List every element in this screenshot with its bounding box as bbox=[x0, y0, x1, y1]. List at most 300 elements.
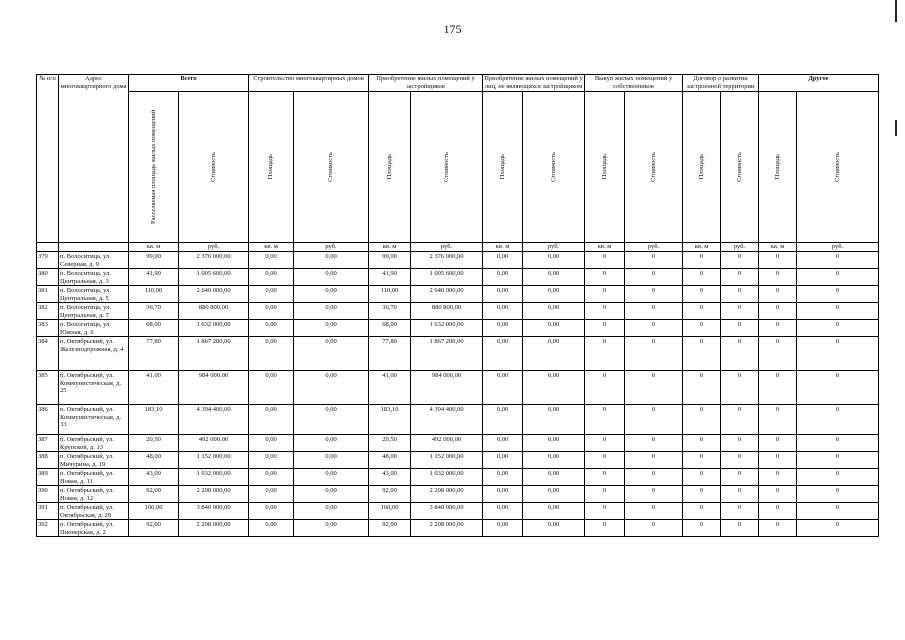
row-value: 0 bbox=[625, 520, 683, 537]
units-empty-cell bbox=[37, 243, 59, 252]
table-row bbox=[37, 269, 879, 286]
row-value: 0 bbox=[797, 337, 879, 371]
row-value: 0 bbox=[721, 405, 759, 435]
row-value: 1 152 000,00 bbox=[179, 452, 249, 469]
unit-cell: руб. bbox=[721, 243, 759, 252]
row-value: 0 bbox=[683, 469, 721, 486]
header-subcolumn bbox=[483, 92, 523, 243]
row-value: 2 208 000,00 bbox=[179, 486, 249, 503]
row-value: 48,00 bbox=[369, 452, 411, 469]
row-value: 0,00 bbox=[249, 286, 294, 303]
row-value: 0,00 bbox=[483, 252, 523, 269]
row-value: 1 005 600,00 bbox=[179, 269, 249, 286]
row-value: 0,00 bbox=[294, 486, 369, 503]
row-value: 0 bbox=[759, 435, 797, 452]
row-value: 0,00 bbox=[294, 405, 369, 435]
header-group-construction: Строительство многоквартирных домов bbox=[249, 75, 369, 92]
row-value: 0 bbox=[797, 435, 879, 452]
row-value: 0,00 bbox=[483, 435, 523, 452]
scan-edge-mark bbox=[895, 0, 897, 22]
header-group-developers: Приобретение жилых помещений у застройщиков bbox=[369, 75, 483, 92]
row-value: 0,00 bbox=[294, 303, 369, 320]
row-value: 0,00 bbox=[249, 269, 294, 286]
table-row bbox=[37, 320, 879, 337]
row-value: 0,00 bbox=[483, 337, 523, 371]
row-value: 41,90 bbox=[129, 269, 179, 286]
row-value: 0,00 bbox=[294, 286, 369, 303]
row-value: 1 867 200,00 bbox=[179, 337, 249, 371]
row-value: 0,00 bbox=[249, 405, 294, 435]
header-subcolumn bbox=[369, 92, 411, 243]
header-subcolumn-label: Площадь bbox=[600, 154, 608, 180]
row-value: 0,00 bbox=[294, 520, 369, 537]
row-value: 0 bbox=[797, 286, 879, 303]
row-value: 0,00 bbox=[483, 286, 523, 303]
row-address: п. Волоситица, ул. Северная, д. 9 bbox=[59, 252, 129, 269]
row-value: 2 208 000,00 bbox=[411, 520, 483, 537]
row-number: 379 bbox=[37, 252, 59, 269]
row-value: 2 208 000,00 bbox=[179, 520, 249, 537]
row-value: 0 bbox=[683, 303, 721, 320]
header-subcolumn bbox=[129, 92, 179, 243]
table-body bbox=[37, 252, 879, 537]
resettlement-table-container bbox=[36, 74, 878, 537]
row-value: 0 bbox=[797, 405, 879, 435]
row-value: 0 bbox=[585, 486, 625, 503]
header-subcolumn bbox=[625, 92, 683, 243]
header-group-buyout: Выкуп жилых помещений у собственников bbox=[585, 75, 683, 92]
table-row bbox=[37, 303, 879, 320]
row-value: 0,00 bbox=[483, 320, 523, 337]
unit-cell: руб. bbox=[625, 243, 683, 252]
header-subcolumn bbox=[523, 92, 585, 243]
row-value: 0,00 bbox=[249, 252, 294, 269]
row-value: 3 840 000,00 bbox=[411, 503, 483, 520]
row-value: 0 bbox=[625, 503, 683, 520]
row-value: 0 bbox=[683, 371, 721, 405]
scan-edge-mark bbox=[895, 120, 897, 136]
row-value: 0 bbox=[721, 371, 759, 405]
row-value: 0 bbox=[683, 252, 721, 269]
row-value: 0 bbox=[625, 269, 683, 286]
row-value: 41,90 bbox=[369, 269, 411, 286]
row-value: 0 bbox=[585, 320, 625, 337]
row-value: 0,00 bbox=[294, 320, 369, 337]
row-value: 0,00 bbox=[523, 405, 585, 435]
row-value: 0 bbox=[721, 503, 759, 520]
row-value: 2 640 000,00 bbox=[179, 286, 249, 303]
header-row-subcolumns bbox=[37, 92, 879, 243]
row-value: 43,00 bbox=[129, 469, 179, 486]
unit-cell: кв. м bbox=[129, 243, 179, 252]
row-number: 392 bbox=[37, 520, 59, 537]
row-value: 0 bbox=[797, 452, 879, 469]
row-value: 1 032 000,00 bbox=[411, 469, 483, 486]
row-value: 0 bbox=[759, 520, 797, 537]
row-number: 385 bbox=[37, 371, 59, 405]
row-value: 0 bbox=[721, 469, 759, 486]
row-value: 0 bbox=[721, 286, 759, 303]
row-value: 0 bbox=[625, 469, 683, 486]
row-value: 0 bbox=[721, 520, 759, 537]
header-address: Адрес многоквартирного дома bbox=[59, 75, 129, 243]
unit-cell: кв. м bbox=[369, 243, 411, 252]
row-value: 0,00 bbox=[249, 303, 294, 320]
row-value: 0 bbox=[683, 405, 721, 435]
row-number: 384 bbox=[37, 337, 59, 371]
row-value: 0,00 bbox=[249, 337, 294, 371]
row-value: 0,00 bbox=[249, 320, 294, 337]
header-subcolumn-label: Стоимость bbox=[209, 152, 217, 182]
row-value: 0 bbox=[683, 320, 721, 337]
row-number: 386 bbox=[37, 405, 59, 435]
row-value: 41,00 bbox=[369, 371, 411, 405]
header-subcolumn bbox=[249, 92, 294, 243]
row-value: 0 bbox=[625, 303, 683, 320]
table-row bbox=[37, 452, 879, 469]
row-value: 492 000,00 bbox=[179, 435, 249, 452]
row-value: 0 bbox=[585, 303, 625, 320]
row-value: 0,00 bbox=[249, 503, 294, 520]
row-value: 0 bbox=[721, 452, 759, 469]
row-value: 0,00 bbox=[483, 269, 523, 286]
row-value: 2 376 000,00 bbox=[179, 252, 249, 269]
row-value: 41,00 bbox=[129, 371, 179, 405]
header-subcolumn-label: Стоимость bbox=[549, 152, 557, 182]
row-value: 0 bbox=[683, 520, 721, 537]
unit-cell: руб. bbox=[294, 243, 369, 252]
row-value: 0 bbox=[585, 469, 625, 486]
row-value: 3 840 000,00 bbox=[179, 503, 249, 520]
row-address: п. Октябрьский, ул. Железнодорожная, д. 4 bbox=[59, 337, 129, 371]
row-value: 0 bbox=[797, 486, 879, 503]
header-subcolumn-label: Площадь bbox=[498, 154, 506, 180]
row-value: 183,10 bbox=[129, 405, 179, 435]
row-value: 0,00 bbox=[249, 452, 294, 469]
row-value: 0,00 bbox=[294, 435, 369, 452]
row-value: 0,00 bbox=[249, 520, 294, 537]
header-group-non-developers: Приобретение жилых помещений у лиц, не являющихся застройщиком bbox=[484, 75, 583, 90]
row-value: 2 640 000,00 bbox=[411, 286, 483, 303]
row-value: 0,00 bbox=[523, 252, 585, 269]
row-value: 4 394 400,00 bbox=[179, 405, 249, 435]
row-value: 0 bbox=[585, 371, 625, 405]
row-value: 0 bbox=[759, 252, 797, 269]
header-subcolumn-label: Площадь bbox=[697, 154, 705, 180]
row-value: 0,00 bbox=[483, 503, 523, 520]
row-address: п. Октябрьский, ул. Октябрьская, д. 29 bbox=[59, 503, 129, 520]
row-value: 984 000,00 bbox=[411, 371, 483, 405]
row-value: 0 bbox=[797, 320, 879, 337]
header-subcolumn bbox=[759, 92, 797, 243]
row-value: 0 bbox=[797, 520, 879, 537]
row-value: 0,00 bbox=[249, 469, 294, 486]
row-value: 0,00 bbox=[523, 486, 585, 503]
row-value: 0,00 bbox=[523, 303, 585, 320]
row-value: 0 bbox=[585, 435, 625, 452]
row-number: 383 bbox=[37, 320, 59, 337]
header-subcolumn bbox=[179, 92, 249, 243]
unit-cell: руб. bbox=[411, 243, 483, 252]
unit-cell: кв. м bbox=[759, 243, 797, 252]
unit-cell: кв. м bbox=[249, 243, 294, 252]
row-value: 160,00 bbox=[369, 503, 411, 520]
row-value: 0 bbox=[759, 452, 797, 469]
row-value: 0 bbox=[625, 371, 683, 405]
row-value: 20,50 bbox=[129, 435, 179, 452]
row-value: 0 bbox=[625, 435, 683, 452]
row-value: 1 152 000,00 bbox=[411, 452, 483, 469]
row-value: 0 bbox=[683, 452, 721, 469]
table-row bbox=[37, 371, 879, 405]
row-value: 0,00 bbox=[523, 286, 585, 303]
row-number: 382 bbox=[37, 303, 59, 320]
row-value: 0,00 bbox=[523, 520, 585, 537]
header-subcolumn bbox=[797, 92, 879, 243]
row-value: 0 bbox=[759, 320, 797, 337]
row-value: 0 bbox=[625, 286, 683, 303]
table-row bbox=[37, 520, 879, 537]
row-value: 92,00 bbox=[369, 520, 411, 537]
row-value: 0 bbox=[585, 269, 625, 286]
row-value: 0 bbox=[721, 435, 759, 452]
row-value: 2 376 000,00 bbox=[411, 252, 483, 269]
row-value: 0 bbox=[683, 286, 721, 303]
unit-cell: кв. м bbox=[585, 243, 625, 252]
row-number: 390 bbox=[37, 486, 59, 503]
row-value: 0 bbox=[625, 486, 683, 503]
header-subcolumn-label: Площадь bbox=[773, 154, 781, 180]
table-row bbox=[37, 503, 879, 520]
row-value: 0 bbox=[797, 503, 879, 520]
row-value: 0,00 bbox=[483, 520, 523, 537]
row-value: 77,80 bbox=[369, 337, 411, 371]
table-row bbox=[37, 286, 879, 303]
row-address: п. Волоситица, ул. Центральная, д. 5 bbox=[59, 286, 129, 303]
row-value: 77,80 bbox=[129, 337, 179, 371]
row-address: п. Октябрьский, ул. Новая, д. 12 bbox=[59, 486, 129, 503]
row-value: 0 bbox=[797, 269, 879, 286]
row-value: 0,00 bbox=[483, 371, 523, 405]
header-group-total: Всего bbox=[129, 75, 249, 92]
row-value: 0,00 bbox=[523, 337, 585, 371]
row-value: 0 bbox=[721, 337, 759, 371]
row-value: 0,00 bbox=[249, 486, 294, 503]
row-value: 0,00 bbox=[249, 371, 294, 405]
row-number: 388 bbox=[37, 452, 59, 469]
row-value: 92,00 bbox=[129, 486, 179, 503]
row-value: 0 bbox=[797, 252, 879, 269]
row-value: 1 867 200,00 bbox=[411, 337, 483, 371]
row-value: 0 bbox=[585, 503, 625, 520]
row-address: п. Волоситица, ул. Центральная, д. 3 bbox=[59, 269, 129, 286]
row-value: 160,00 bbox=[129, 503, 179, 520]
row-address: п. Октябрьский, ул. Новая, д. 11 bbox=[59, 469, 129, 486]
header-subcolumn bbox=[683, 92, 721, 243]
row-value: 984 000,00 bbox=[179, 371, 249, 405]
row-value: 0 bbox=[585, 252, 625, 269]
row-value: 92,00 bbox=[369, 486, 411, 503]
row-value: 0 bbox=[625, 405, 683, 435]
row-value: 92,00 bbox=[129, 520, 179, 537]
header-num: № п/п bbox=[37, 75, 59, 243]
row-value: 0,00 bbox=[294, 371, 369, 405]
row-number: 380 bbox=[37, 269, 59, 286]
row-value: 0 bbox=[759, 469, 797, 486]
row-value: 1 005 600,00 bbox=[411, 269, 483, 286]
row-address: п. Октябрьский, ул. Коммунистическая, д. 33 bbox=[59, 405, 129, 435]
row-value: 0,00 bbox=[483, 452, 523, 469]
row-value: 0 bbox=[797, 469, 879, 486]
units-empty-cell bbox=[59, 243, 129, 252]
header-row-units bbox=[37, 243, 879, 252]
row-value: 0 bbox=[759, 337, 797, 371]
row-value: 0 bbox=[585, 286, 625, 303]
row-value: 0,00 bbox=[294, 252, 369, 269]
header-subcolumn-label: Стоимость bbox=[327, 152, 335, 182]
row-value: 0 bbox=[721, 486, 759, 503]
row-value: 0 bbox=[759, 371, 797, 405]
unit-cell: руб. bbox=[523, 243, 585, 252]
row-value: 0 bbox=[585, 405, 625, 435]
row-number: 391 bbox=[37, 503, 59, 520]
row-value: 0 bbox=[683, 486, 721, 503]
row-value: 68,00 bbox=[369, 320, 411, 337]
row-value: 43,00 bbox=[369, 469, 411, 486]
row-value: 880 800,00 bbox=[411, 303, 483, 320]
row-value: 110,00 bbox=[129, 286, 179, 303]
row-value: 1 632 000,00 bbox=[179, 320, 249, 337]
row-value: 2 208 000,00 bbox=[411, 486, 483, 503]
row-value: 183,10 bbox=[369, 405, 411, 435]
row-value: 0 bbox=[759, 269, 797, 286]
row-value: 68,00 bbox=[129, 320, 179, 337]
unit-cell: кв. м bbox=[683, 243, 721, 252]
header-subcolumn-label: Стоимость bbox=[649, 152, 657, 182]
row-value: 0 bbox=[585, 520, 625, 537]
row-value: 0 bbox=[759, 303, 797, 320]
row-address: п. Октябрьский, ул. Коммунистическая, д. 25 bbox=[59, 371, 129, 405]
row-value: 0 bbox=[721, 320, 759, 337]
row-address: п. Волоситица, ул. Южная, д. 6 bbox=[59, 320, 129, 337]
row-value: 1 032 000,00 bbox=[179, 469, 249, 486]
row-value: 0,00 bbox=[294, 452, 369, 469]
row-value: 20,50 bbox=[369, 435, 411, 452]
header-subcolumn-label: Площадь bbox=[385, 154, 393, 180]
row-value: 0 bbox=[585, 452, 625, 469]
row-value: 0 bbox=[625, 452, 683, 469]
row-value: 0,00 bbox=[249, 435, 294, 452]
row-value: 0,00 bbox=[294, 337, 369, 371]
table-row bbox=[37, 405, 879, 435]
row-value: 0 bbox=[683, 337, 721, 371]
row-value: 0 bbox=[683, 435, 721, 452]
header-subcolumn-label: Стоимость bbox=[442, 152, 450, 182]
row-value: 0 bbox=[585, 337, 625, 371]
header-subcolumn-label: Расселяемая площадь жилых помещений bbox=[149, 109, 157, 225]
header-subcolumn bbox=[411, 92, 483, 243]
row-value: 99,00 bbox=[369, 252, 411, 269]
row-value: 0 bbox=[759, 486, 797, 503]
table-row bbox=[37, 469, 879, 486]
row-value: 1 632 000,00 bbox=[411, 320, 483, 337]
row-value: 36,70 bbox=[129, 303, 179, 320]
unit-cell: кв. м bbox=[483, 243, 523, 252]
page-number: 175 bbox=[443, 22, 462, 36]
row-address: п. Октябрьский, ул. Пионерская, д. 2 bbox=[59, 520, 129, 537]
header-subcolumn-label: Стоимость bbox=[735, 152, 743, 182]
header-subcolumn-label: Стоимость bbox=[833, 152, 841, 182]
row-value: 492 000,00 bbox=[411, 435, 483, 452]
row-value: 0 bbox=[625, 337, 683, 371]
row-value: 0 bbox=[721, 269, 759, 286]
table-row bbox=[37, 337, 879, 371]
row-value: 880 800,00 bbox=[179, 303, 249, 320]
row-value: 0,00 bbox=[483, 303, 523, 320]
row-value: 0,00 bbox=[523, 320, 585, 337]
header-subcolumn bbox=[294, 92, 369, 243]
row-number: 381 bbox=[37, 286, 59, 303]
row-value: 0 bbox=[759, 286, 797, 303]
header-subcolumn bbox=[721, 92, 759, 243]
row-value: 0,00 bbox=[294, 469, 369, 486]
row-address: п. Октябрьский, ул. Мичурина, д. 19 bbox=[59, 452, 129, 469]
header-subcolumn bbox=[585, 92, 625, 243]
row-value: 0 bbox=[721, 252, 759, 269]
row-value: 0,00 bbox=[523, 452, 585, 469]
row-value: 36,70 bbox=[369, 303, 411, 320]
row-value: 0 bbox=[759, 503, 797, 520]
row-value: 99,00 bbox=[129, 252, 179, 269]
unit-cell: руб. bbox=[179, 243, 249, 252]
row-value: 0 bbox=[721, 303, 759, 320]
row-number: 387 bbox=[37, 435, 59, 452]
table-row bbox=[37, 486, 879, 503]
header-subcolumn-label: Площадь bbox=[267, 154, 275, 180]
row-value: 0,00 bbox=[523, 469, 585, 486]
row-value: 48,00 bbox=[129, 452, 179, 469]
row-value: 0,00 bbox=[523, 371, 585, 405]
row-value: 0,00 bbox=[483, 405, 523, 435]
row-value: 110,00 bbox=[369, 286, 411, 303]
header-row-groups bbox=[37, 75, 879, 92]
row-value: 0,00 bbox=[294, 503, 369, 520]
row-value: 0 bbox=[683, 503, 721, 520]
row-value: 0 bbox=[683, 269, 721, 286]
table-row bbox=[37, 435, 879, 452]
header-group-development-contract: Договор о развитии застроенной территории bbox=[683, 75, 759, 92]
row-value: 0 bbox=[625, 320, 683, 337]
row-value: 0 bbox=[797, 303, 879, 320]
header-group-other: Другое bbox=[759, 75, 879, 92]
resettlement-table bbox=[36, 74, 879, 537]
row-address: п. Волоситица, ул. Центральная, д. 7 bbox=[59, 303, 129, 320]
row-value: 0 bbox=[759, 405, 797, 435]
unit-cell: руб. bbox=[797, 243, 879, 252]
row-value: 0,00 bbox=[483, 469, 523, 486]
row-value: 0 bbox=[625, 252, 683, 269]
row-value: 0,00 bbox=[294, 269, 369, 286]
table-row bbox=[37, 252, 879, 269]
row-value: 4 394 400,00 bbox=[411, 405, 483, 435]
row-value: 0,00 bbox=[523, 269, 585, 286]
row-value: 0,00 bbox=[523, 435, 585, 452]
row-number: 389 bbox=[37, 469, 59, 486]
row-value: 0,00 bbox=[483, 486, 523, 503]
row-address: п. Октябрьский, ул. Крупской, д. 13 bbox=[59, 435, 129, 452]
row-value: 0 bbox=[797, 371, 879, 405]
row-value: 0,00 bbox=[523, 503, 585, 520]
